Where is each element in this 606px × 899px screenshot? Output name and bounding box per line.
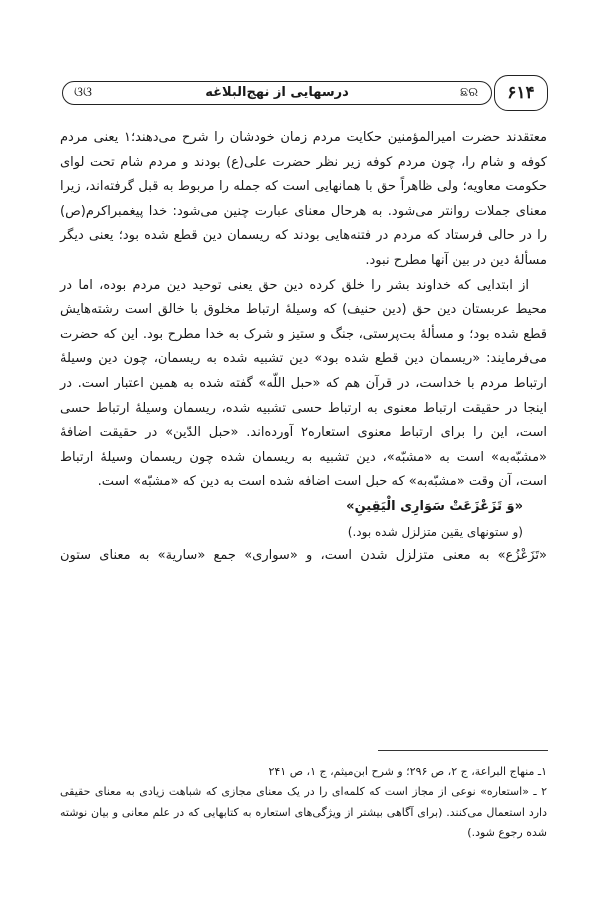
header-ornament-left-icon: ଓଓ bbox=[74, 85, 92, 100]
paragraph-1: معتقدند حضرت امیرالمؤمنین حکایت مردم زمان خودشان را شرح می‌دهند؛۱ یعنی مردم کوفه و شام را، چون مردم کوفه زیر نظر حضرت علی(ع) بودند و مردم شام تحت لوای حکومت معاویه؛ ولی ظاهراً حق با همانهایی است که جمله را مربوط به قبل گرفته‌اند، زیرا معنای جملات روانتر می‌شود. به هرحال معنای عبارت چنین می‌شود: خدا پیغمبراکرم(ص) را در حالی فرستاد که مردم در فتنه‌هایی بودند که ریسمان دین قطع شده بود؛ یعنی دیگر مسألهٔ دین در بین آنها مطرح نبود. bbox=[60, 130, 548, 268]
running-title: درسهایی از نهج‌البلاغه bbox=[205, 85, 349, 100]
verse-translation: (و ستونهای یقین متزلزل شده بود.) bbox=[347, 524, 523, 539]
header-ornament-right-icon: ଛର bbox=[460, 85, 479, 100]
main-text bbox=[60, 126, 547, 569]
footnotes bbox=[60, 762, 547, 844]
footnote-1: ۱ـ منهاج البراعة، ج ۲، ص ۲۹۶؛ و شرح ابن‌میثم، ج ۱، ص ۲۴۱ bbox=[268, 765, 547, 778]
paragraph-3: «تَزَعْزُع» به معنی متزلزل شدن است، و «سواری» جمع «ساریة» به معنای ستون bbox=[60, 548, 547, 564]
footnote-2: ۲ ـ «استعاره» نوعی از مجاز است که کلمه‌ای را در یک معنای مجازی که شباهت زیادی به معنای حقیقی دارد استعمال می‌کنند. (برای آگاهی بیشتر از ویژگی‌های استعاره به کتابهایی که در علم معانی و بیان نوشته شده رجوع شود.) bbox=[60, 785, 547, 840]
page-header bbox=[62, 75, 548, 111]
page-number: ۶۱۴ bbox=[494, 75, 548, 111]
footnote-separator bbox=[378, 750, 548, 751]
quoted-verse: «وَ تَزَعْزَعَتْ سَوَارِی الْیَقِینِ» bbox=[346, 498, 523, 514]
paragraph-2: از ابتدایی که خداوند بشر را خلق کرده دین حق یعنی توحید دین مردم بوده، اما در محیط عربستان دین حق (دین حنیف) که وسیلهٔ ارتباط مخلوق با خالق است رشته‌هایش قطع شده بود؛ و مسألهٔ بت‌پرستی، جنگ و ستیز و شرک به خدا مطرح بود. این که حضرت می‌فرمایند: «ریسمان دین قطع شده بود» دین تشبیه شده به ریسمان، چون دین وسیلهٔ ارتباط مردم با خداست، در قرآن هم که «حبل اللّه» گفته شده به همین اعتبار است. در اینجا در حقیقت ارتباط معنوی به ارتباط حسی تشبیه شده، ریسمان وسیلهٔ ارتباط حسی است، این را برای ارتباط معنوی استعاره۲ آورده‌اند. «حبل الدّین» در حقیقت اضافهٔ «مشبّه‌به» است به «مشبّه»، دین تشبیه به ریسمان شده چون ریسمان وسیلهٔ ارتباط است، آن وقت «مشبّه‌به» که حبل است اضافه شده است به دین که «مشبّه» است. bbox=[60, 277, 547, 490]
